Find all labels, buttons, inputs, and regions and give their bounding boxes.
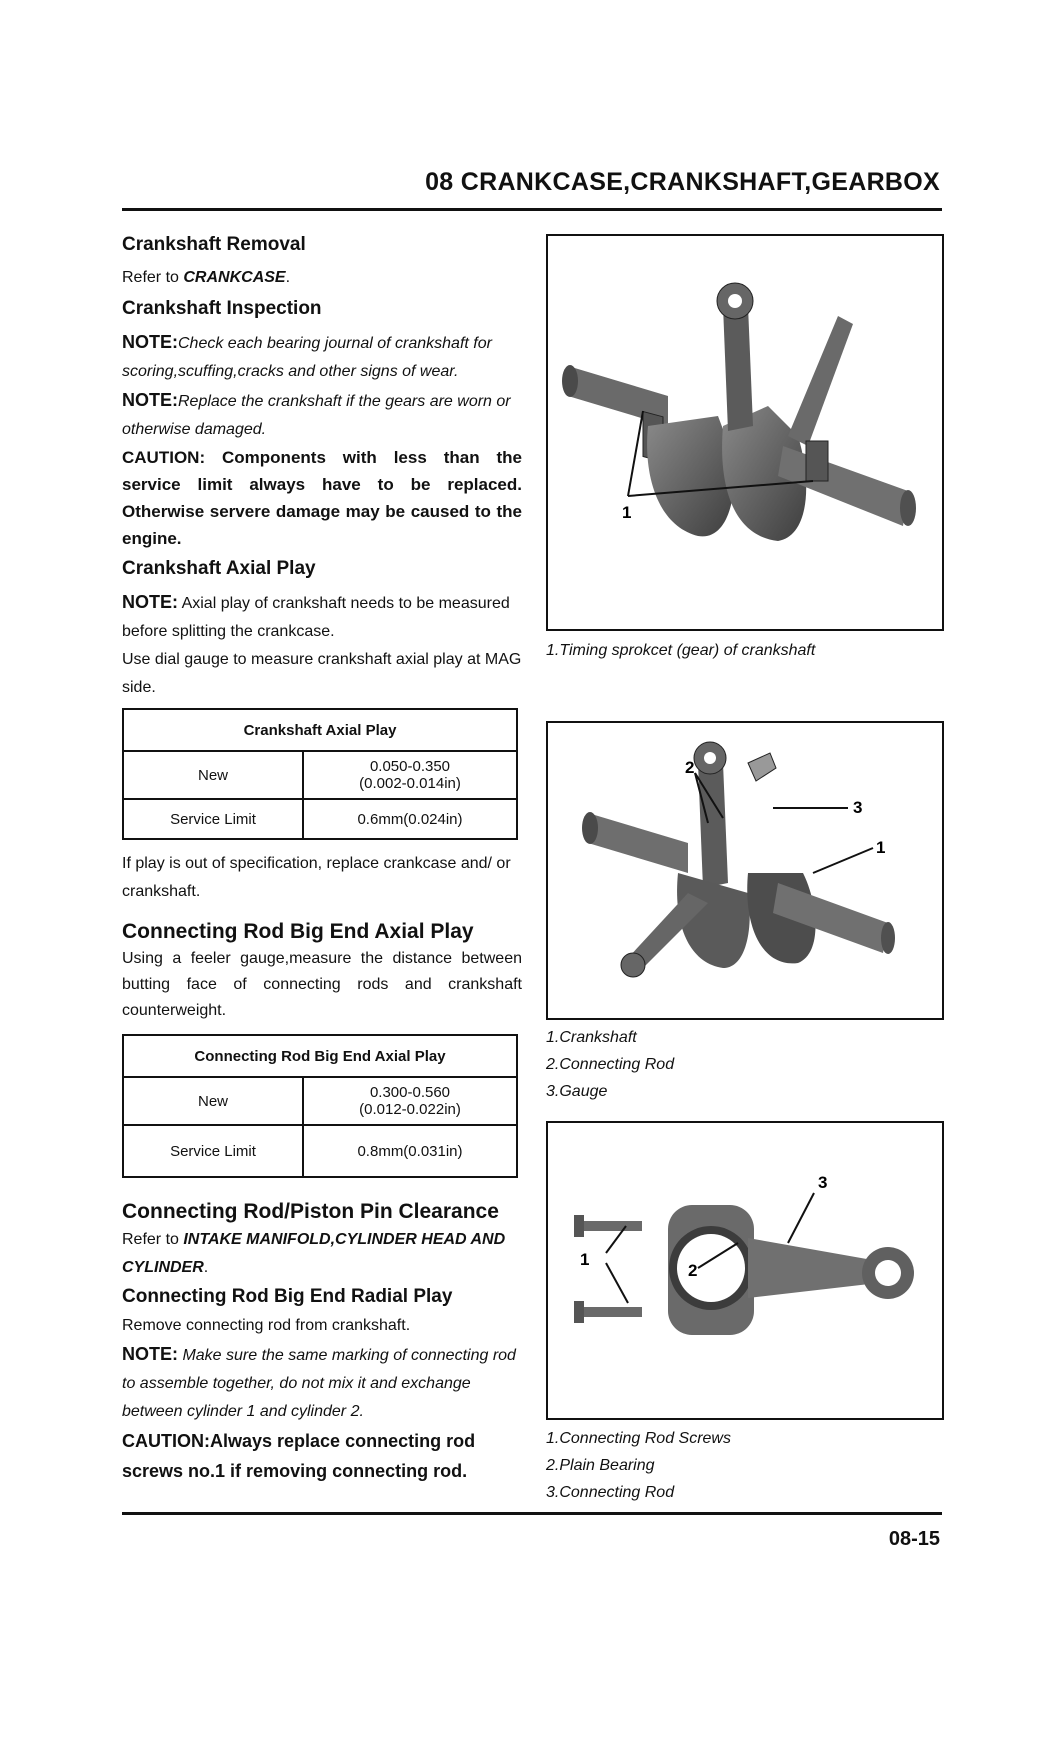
- callout-1: 1: [876, 838, 886, 857]
- figure-1-caption: 1.Timing sprokcet (gear) of crankshaft: [546, 642, 816, 659]
- inspection-note-2: [122, 386, 522, 444]
- refer-target: INTAKE MANIFOLD,CYLINDER HEAD AND CYLINDER: [122, 1231, 506, 1276]
- table-label-service-limit: Service Limit: [123, 799, 303, 839]
- connecting-rod-illustration: [548, 1123, 942, 1418]
- axial-play-after: If play is out of specification, replace crankcase and/ or crankshaft.: [122, 855, 511, 900]
- refer-prefix: Refer to: [122, 269, 184, 286]
- note-label: NOTE:: [122, 1344, 178, 1364]
- table-value-new: [303, 751, 517, 799]
- value-mm: 0.050-0.350: [369, 758, 451, 775]
- axial-play-instruction: Use dial gauge to measure crankshaft axial play at MAG side.: [122, 651, 522, 696]
- figure-crankshaft-timing-gear: [546, 234, 944, 631]
- note-text: Axial play of crankshaft needs to be measured before splitting the crankcase.: [122, 595, 510, 640]
- axial-play-note: [122, 588, 522, 646]
- footer-rule: [122, 1512, 942, 1515]
- caption-plain-bearing: 2.Plain Bearing: [546, 1457, 655, 1474]
- inspection-caution: CAUTION: Components with less than the service limit always have to be replaced. Otherwise servere damage may be caused to the engine.: [122, 448, 522, 548]
- table-title: Connecting Rod Big End Axial Play: [123, 1035, 517, 1077]
- caption-crankshaft: 1.Crankshaft: [546, 1029, 637, 1046]
- value-mm: 0.300-0.560: [369, 1084, 451, 1101]
- caption-connecting-rod: 2.Connecting Rod: [546, 1056, 675, 1073]
- pin-clearance-refer: [122, 1226, 522, 1282]
- figure-connecting-rod-parts: [546, 1121, 944, 1420]
- table-value-service-limit: 0.6mm(0.024in): [303, 799, 517, 839]
- callout-2: 2: [685, 758, 695, 777]
- pin-clearance-heading: Connecting Rod/Piston Pin Clearance: [122, 1200, 499, 1223]
- bigend-radial-heading: Connecting Rod Big End Radial Play: [122, 1286, 453, 1307]
- callout-3: 3: [853, 798, 863, 817]
- bigend-axial-heading: Connecting Rod Big End Axial Play: [122, 920, 474, 943]
- refer-target: CRANKCASE: [183, 269, 286, 286]
- caption-connecting-rod: 3.Connecting Rod: [546, 1484, 675, 1501]
- callout-1: 1: [580, 1250, 590, 1269]
- crankshaft-removal-heading: Crankshaft Removal: [122, 234, 306, 255]
- note-text: Check each bearing journal of crankshaft for scoring,scuffing,cracks and other signs of wear.: [122, 335, 492, 380]
- caption-gauge: 3.Gauge: [546, 1083, 608, 1100]
- callout-3: 3: [818, 1173, 828, 1192]
- caption-connecting-rod-screws: 1.Connecting Rod Screws: [546, 1430, 731, 1447]
- refer-suffix: .: [203, 1259, 209, 1276]
- crankshaft-illustration: [548, 236, 942, 629]
- header-rule: [122, 208, 942, 211]
- crankshaft-removal-refer: [122, 264, 522, 292]
- bigend-radial-note: [122, 1340, 522, 1426]
- page-number: 08-15: [888, 1528, 940, 1550]
- table-value-service-limit: 0.8mm(0.031in): [303, 1125, 517, 1177]
- bigend-radial-text: Remove connecting rod from crankshaft.: [122, 1317, 411, 1334]
- figure-crankshaft-gauge: [546, 721, 944, 1020]
- axial-play-heading: Crankshaft Axial Play: [122, 558, 316, 579]
- refer-suffix: .: [285, 269, 291, 286]
- bigend-radial-caution: CAUTION:Always replace connecting rod screws no.1 if removing connecting rod.: [122, 1431, 476, 1481]
- bigend-axial-text: Using a feeler gauge,measure the distance between butting face of connecting rods and crankshaft counterweight.: [122, 950, 522, 1019]
- table-label-service-limit: Service Limit: [123, 1125, 303, 1177]
- callout-1: 1: [622, 503, 632, 522]
- table-title: Crankshaft Axial Play: [123, 709, 517, 751]
- refer-prefix: Refer to: [122, 1231, 184, 1248]
- crankshaft-gauge-illustration: [548, 723, 942, 1018]
- value-in: (0.012-0.022in): [359, 1101, 461, 1118]
- callout-2: 2: [688, 1261, 698, 1280]
- note-label: NOTE:: [122, 390, 178, 410]
- bigend-axial-table: [122, 1034, 518, 1178]
- page-header-title: 08 CRANKCASE,CRANKSHAFT,GEARBOX: [425, 168, 940, 196]
- note-label: NOTE:: [122, 332, 178, 352]
- figure-2-captions: [546, 1024, 674, 1105]
- axial-play-table: [122, 708, 518, 840]
- table-label-new: New: [123, 1077, 303, 1125]
- note-text: Make sure the same marking of connecting rod to assemble together, do not mix it and exchange between cylinder 1 and cylinder 2.: [122, 1347, 516, 1420]
- table-label-new: New: [123, 751, 303, 799]
- table-value-new: [303, 1077, 517, 1125]
- crankshaft-inspection-heading: Crankshaft Inspection: [122, 298, 322, 319]
- value-in: (0.002-0.014in): [359, 775, 461, 792]
- note-label: NOTE:: [122, 592, 178, 612]
- left-column: [122, 234, 522, 1486]
- note-text: Replace the crankshaft if the gears are worn or otherwise damaged.: [122, 393, 511, 438]
- inspection-note-1: [122, 328, 522, 386]
- figure-3-captions: [546, 1425, 731, 1506]
